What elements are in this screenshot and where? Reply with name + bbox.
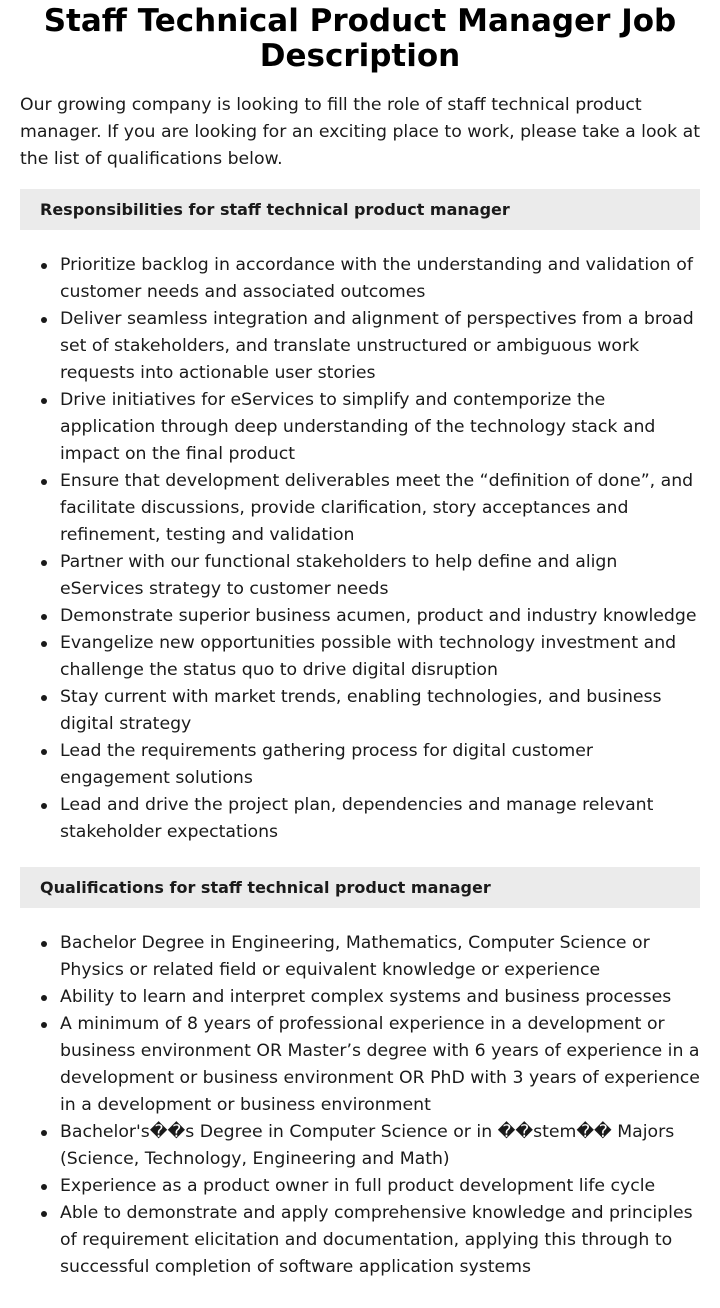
list-item: Drive initiatives for eServices to simplify and contemporize the application through deep understanding of the technology stack and impact on the final product <box>60 387 700 468</box>
list-item: Able to demonstrate and apply comprehensive knowledge and principles of requirement elicitation and documentation, applying this through to successful completion of software application systems <box>60 1200 700 1281</box>
list-item: Deliver seamless integration and alignment of perspectives from a broad set of stakeholders, and translate unstructured or ambiguous work requests into actionable user stories <box>60 306 700 387</box>
list-item: Experience as a product owner in full product development life cycle <box>60 1173 700 1200</box>
list-item: Bachelor Degree in Engineering, Mathematics, Computer Science or Physics or related field or equivalent knowledge or experience <box>60 930 700 984</box>
list-item: Partner with our functional stakeholders to help define and align eServices strategy to customer needs <box>60 549 700 603</box>
qualifications-heading: Qualifications for staff technical product manager <box>20 867 700 908</box>
responsibilities-heading: Responsibilities for staff technical product manager <box>20 189 700 230</box>
list-item: Evangelize new opportunities possible with technology investment and challenge the status quo to drive digital disruption <box>60 630 700 684</box>
list-item: Ensure that development deliverables meet the “definition of done”, and facilitate discussions, provide clarification, story acceptances and refinement, testing and validation <box>60 468 700 549</box>
responsibilities-list <box>20 252 700 846</box>
list-item: Bachelor's��s Degree in Computer Science or in ��stem�� Majors (Science, Technology, Engineering and Math) <box>60 1119 700 1173</box>
intro-paragraph: Our growing company is looking to fill the role of staff technical product manager. If you are looking for an exciting place to work, please take a look at the list of qualifications below. <box>20 95 700 169</box>
list-item: Lead and drive the project plan, dependencies and manage relevant stakeholder expectations <box>60 792 700 846</box>
list-item: A minimum of 8 years of professional experience in a development or business environment OR Master’s degree with 6 years of experience in a development or business environment OR PhD with 3 years of experience in a development or business environment <box>60 1011 700 1119</box>
page-title: Staff Technical Product Manager Job Description <box>43 3 677 74</box>
list-item: Demonstrate superior business acumen, product and industry knowledge <box>60 603 700 630</box>
list-item: Prioritize backlog in accordance with the understanding and validation of customer needs and associated outcomes <box>60 252 700 306</box>
list-item: Lead the requirements gathering process for digital customer engagement solutions <box>60 738 700 792</box>
list-item: Ability to learn and interpret complex systems and business processes <box>60 984 700 1011</box>
list-item: Stay current with market trends, enabling technologies, and business digital strategy <box>60 684 700 738</box>
qualifications-list <box>20 930 700 1281</box>
